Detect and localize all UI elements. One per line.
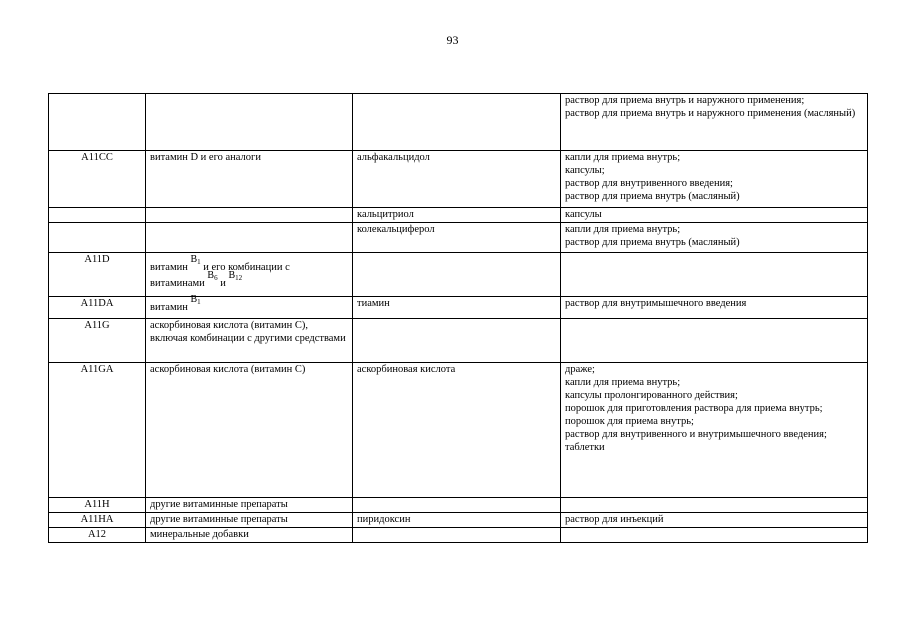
dosage-form: капсулы xyxy=(565,209,602,220)
drug-cell: колекальциферол xyxy=(353,223,561,253)
table-row xyxy=(49,223,868,253)
drug-cell xyxy=(353,94,561,151)
atc-code-cell: A11D xyxy=(49,253,146,297)
table-row xyxy=(49,151,868,208)
group-cell: витамин $B_1$ и его комбинации с витаминами $B_6$ и $B_{12}$ xyxy=(146,253,353,297)
dosage-form: раствор для приема внутрь и наружного применения (масляный) xyxy=(565,108,856,119)
dosage-form: порошок для приготовления раствора для приема внутрь; xyxy=(565,403,823,414)
forms-cell xyxy=(561,208,868,223)
forms-cell xyxy=(561,513,868,528)
drug-cell xyxy=(353,253,561,297)
dosage-form: порошок для приема внутрь; xyxy=(565,416,694,427)
forms-cell xyxy=(561,528,868,543)
dosage-form: раствор для инъекций xyxy=(565,514,664,525)
atc-code-cell xyxy=(49,208,146,223)
forms-cell xyxy=(561,223,868,253)
table-row xyxy=(49,94,868,151)
forms-cell xyxy=(561,94,868,151)
table-row xyxy=(49,319,868,363)
drug-cell: аскорбиновая кислота xyxy=(353,363,561,498)
drug-cell: тиамин xyxy=(353,297,561,319)
table-row xyxy=(49,498,868,513)
dosage-form: таблетки xyxy=(565,442,605,453)
atc-code-cell: A11GA xyxy=(49,363,146,498)
dosage-form: раствор для приема внутрь (масляный) xyxy=(565,237,740,248)
dosage-form: раствор для внутривенного и внутримышечного введения; xyxy=(565,429,827,440)
group-cell: аскорбиновая кислота (витамин С) xyxy=(146,363,353,498)
group-cell: витамин $B_1$ xyxy=(146,297,353,319)
table-row xyxy=(49,253,868,297)
drug-cell xyxy=(353,498,561,513)
atc-code-cell: A11HA xyxy=(49,513,146,528)
dosage-form: капли для приема внутрь; xyxy=(565,152,681,163)
dosage-form: раствор для внутримышечного введения xyxy=(565,298,747,309)
atc-code-cell: A11H xyxy=(49,498,146,513)
dosage-form: капсулы пролонгированного действия; xyxy=(565,390,738,401)
forms-cell xyxy=(561,151,868,208)
drug-cell: альфакальцидол xyxy=(353,151,561,208)
table-row xyxy=(49,297,868,319)
forms-cell xyxy=(561,253,868,297)
forms-cell xyxy=(561,363,868,498)
page-number: 93 xyxy=(446,33,459,47)
dosage-form: раствор для внутривенного введения; xyxy=(565,178,733,189)
drug-cell: кальцитриол xyxy=(353,208,561,223)
table-row xyxy=(49,528,868,543)
dosage-form: раствор для приема внутрь (масляный) xyxy=(565,191,740,202)
group-cell: другие витаминные препараты xyxy=(146,498,353,513)
drug-cell xyxy=(353,319,561,363)
group-cell xyxy=(146,94,353,151)
table-row xyxy=(49,363,868,498)
atc-code-cell xyxy=(49,223,146,253)
dosage-form: капли для приема внутрь; xyxy=(565,224,681,235)
dosage-form: капли для приема внутрь; xyxy=(565,377,681,388)
table-row xyxy=(49,208,868,223)
atc-code-cell: A11G xyxy=(49,319,146,363)
group-cell xyxy=(146,208,353,223)
group-cell: минеральные добавки xyxy=(146,528,353,543)
drug-classification-table xyxy=(48,93,868,543)
table-row xyxy=(49,513,868,528)
atc-code-cell: A11DA xyxy=(49,297,146,319)
forms-cell xyxy=(561,297,868,319)
group-cell: витамин D и его аналоги xyxy=(146,151,353,208)
forms-cell xyxy=(561,498,868,513)
atc-code-cell: A12 xyxy=(49,528,146,543)
atc-code-cell: A11CC xyxy=(49,151,146,208)
dosage-form: капсулы; xyxy=(565,165,605,176)
dosage-form: раствор для приема внутрь и наружного применения; xyxy=(565,95,805,106)
atc-code-cell xyxy=(49,94,146,151)
dosage-form: драже; xyxy=(565,364,595,375)
drug-cell xyxy=(353,528,561,543)
group-cell: аскорбиновая кислота (витамин С), включая комбинации с другими средствами xyxy=(146,319,353,363)
forms-cell xyxy=(561,319,868,363)
drug-cell: пиридоксин xyxy=(353,513,561,528)
group-cell xyxy=(146,223,353,253)
group-cell: другие витаминные препараты xyxy=(146,513,353,528)
